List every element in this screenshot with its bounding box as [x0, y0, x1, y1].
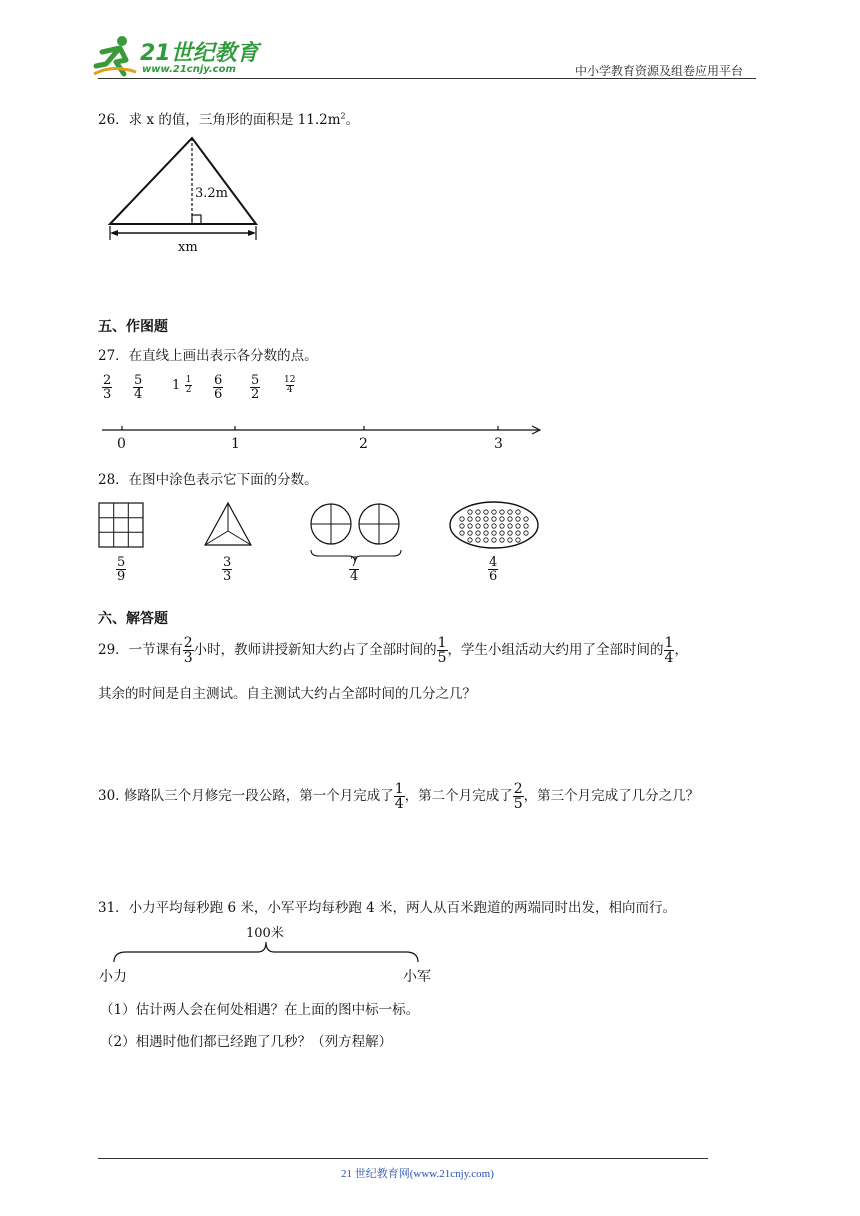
distance-label: 100米 [246, 926, 284, 941]
tick-label-3: 3 [494, 436, 503, 452]
oval-dot [468, 531, 472, 535]
oval-dot [516, 517, 520, 521]
section-5-title: 五、作图题 [98, 319, 168, 335]
q27-fraction-5: $\frac{5}{2}$ [251, 373, 260, 402]
oval-dot [476, 531, 480, 535]
q27-fraction-4: $\frac{6}{6}$ [214, 373, 223, 402]
oval-dot [484, 524, 488, 528]
footer-rule [98, 1158, 708, 1159]
oval-dot [492, 510, 496, 514]
q29-line2: 其余的时间是自主测试。自主测试大约占全部时间的几分之几？ [98, 686, 476, 702]
oval-dot [468, 517, 472, 521]
oval-dot [500, 531, 504, 535]
left-runner-label: 小力 [99, 969, 127, 985]
oval-dot [500, 538, 504, 542]
q27-fraction-6: $\frac{12}{4}$ [284, 375, 296, 395]
oval-dot [460, 524, 464, 528]
oval-dot [484, 531, 488, 535]
oval-dot [508, 517, 512, 521]
oval-dot [476, 524, 480, 528]
tick-label-2: 2 [359, 436, 368, 452]
oval-dot [500, 517, 504, 521]
logo-url-text: www.21cnjy.com [142, 64, 236, 75]
oval-dots-figure [448, 500, 540, 552]
oval-dot [468, 524, 472, 528]
triangle-base-label: xm [178, 240, 198, 255]
oval-dot [484, 510, 488, 514]
runner-logo-icon [92, 34, 138, 78]
q29-line1: 29．一节课有 $\frac{2}{3}$ 小时，教师讲授新知大约占了全部时间的 $\frac{1}{5}$ ，学生小组活动大约用了全部时间的 $\frac{1}{4}$ ， [98, 635, 688, 666]
triangle-split-figure [202, 500, 254, 548]
section-6-title: 六、解答题 [98, 611, 168, 627]
q27-fraction-2: $\frac{5}{4}$ [134, 373, 143, 402]
q28-fraction-3: $\frac{7}{4}$ [350, 555, 359, 584]
oval-dot [476, 538, 480, 542]
q27-text: 27．在直线上画出表示各分数的点。 [98, 348, 318, 364]
oval-dot [468, 510, 472, 514]
oval-dot [524, 524, 528, 528]
q26-text: 26．求 x 的值，三角形的面积是 $11.2m^2$。 [98, 111, 360, 128]
oval-dot [492, 538, 496, 542]
oval-dot [508, 538, 512, 542]
triangle-height-label: 3.2m [195, 186, 229, 201]
q30-text: 30. 修路队三个月修完一段公路，第一个月完成了 $\frac{1}{4}$ ，第二个月完成了 $\frac{2}{5}$ ，第三个月完成了几分之几？ [98, 781, 700, 812]
oval-dot [468, 538, 472, 542]
q27-fraction-1: $\frac{2}{3}$ [103, 373, 112, 402]
q28-fraction-1: $\frac{5}{9}$ [117, 555, 126, 584]
oval-dot [516, 510, 520, 514]
oval-dot [508, 510, 512, 514]
oval-dot [484, 517, 488, 521]
oval-dot [484, 538, 488, 542]
oval-dot [508, 524, 512, 528]
oval-dot [524, 531, 528, 535]
header-rule [98, 78, 756, 79]
q28-text: 28．在图中涂色表示它下面的分数。 [98, 472, 318, 488]
header-right-text: 中小学教育资源及组卷应用平台 [575, 64, 744, 78]
footer-text: 21 世纪教育网(www.21cnjy.com) [341, 1168, 494, 1180]
grid-3x3-figure [98, 502, 144, 548]
oval-dot [460, 531, 464, 535]
q31-sub2: （2）相遇时他们都已经跑了几秒？（列方程解） [100, 1034, 393, 1050]
tick-label-0: 0 [117, 436, 126, 452]
track-brace [108, 936, 428, 966]
logo-main-text: 21世纪教育 [140, 41, 259, 66]
oval-dot [460, 517, 464, 521]
q27-fraction-3: 1 $\frac{1}{2}$ [172, 375, 192, 395]
oval-dot [516, 538, 520, 542]
oval-dot [500, 510, 504, 514]
q31-text: 31．小力平均每秒跑 6 米，小军平均每秒跑 4 米，两人从百米跑道的两端同时出发，相向而行。 [98, 900, 677, 916]
q31-sub1: （1）估计两人会在何处相遇？在上面的图中标一标。 [100, 1002, 420, 1018]
oval-dot [492, 517, 496, 521]
header-logo [92, 32, 262, 80]
oval-dot [500, 524, 504, 528]
oval-dot [508, 531, 512, 535]
oval-dot [516, 531, 520, 535]
oval-dot [492, 531, 496, 535]
right-runner-label: 小军 [403, 969, 431, 985]
oval-dot [492, 524, 496, 528]
oval-dot [524, 517, 528, 521]
oval-dot [476, 517, 480, 521]
oval-dot [516, 524, 520, 528]
number-line [100, 422, 550, 442]
q28-fraction-4: $\frac{4}{6}$ [489, 555, 498, 584]
oval-dot [476, 510, 480, 514]
tick-label-1: 1 [231, 436, 240, 452]
q28-fraction-2: $\frac{3}{3}$ [223, 555, 232, 584]
